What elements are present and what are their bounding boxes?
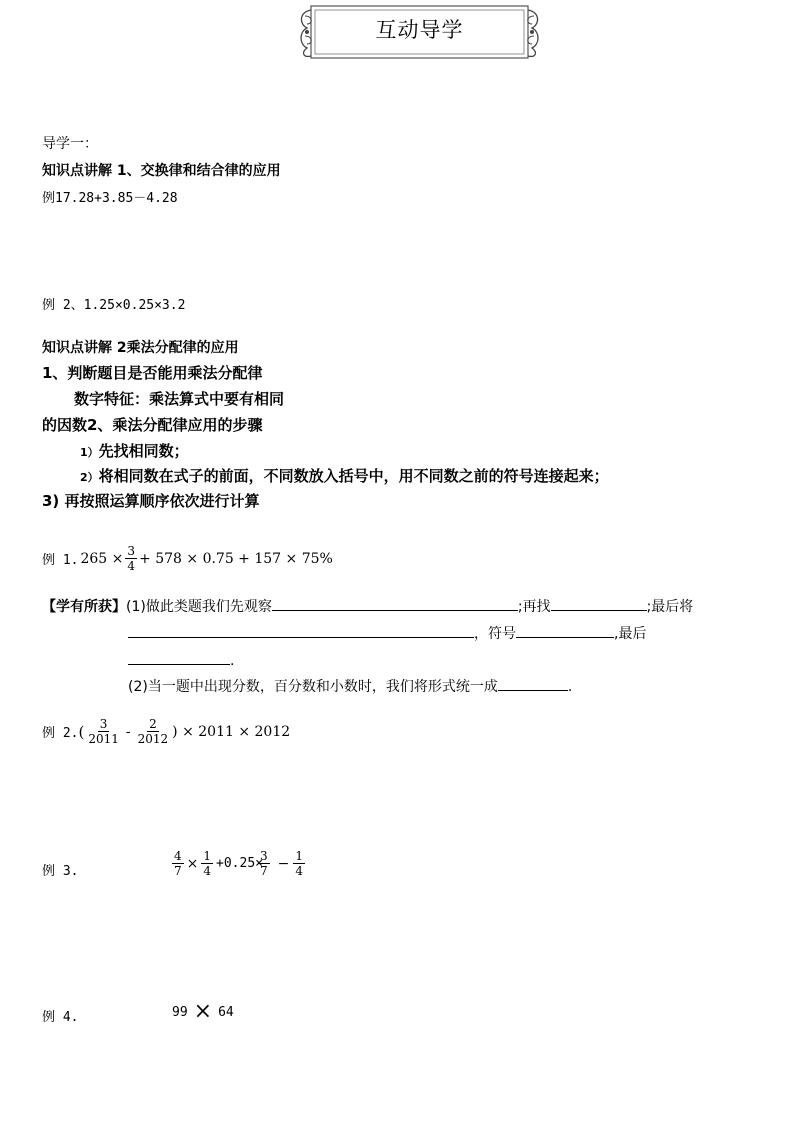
term: 265 × bbox=[80, 550, 124, 567]
gain-line-3: . bbox=[128, 650, 234, 669]
answer-blank[interactable] bbox=[272, 596, 518, 611]
example-label: 例 3. bbox=[42, 864, 79, 879]
step-2: 的因数2、乘法分配律应用的步骤 bbox=[42, 416, 263, 434]
term: + 578 × 0.75 + 157 × 75% bbox=[139, 550, 333, 567]
example-4-expression: 99 × 64 bbox=[172, 999, 234, 1024]
example-1-row bbox=[42, 545, 333, 572]
step-3: 3) 再按照运算顺序依次进行计算 bbox=[42, 492, 260, 510]
gain-line-1: 【学有所获】(1)做此类题我们先观察 ;再找 ;最后将 bbox=[42, 596, 693, 616]
knowledge-point-2: 知识点讲解 2乘法分配律的应用 bbox=[42, 340, 239, 356]
example-label: 例 4. bbox=[42, 1010, 79, 1025]
fraction: $\frac{3}{2011}$ bbox=[88, 717, 119, 746]
step-1: 1、判断题目是否能用乘法分配律 bbox=[42, 364, 263, 382]
answer-blank[interactable] bbox=[128, 623, 474, 638]
answer-blank[interactable] bbox=[498, 676, 568, 691]
answer-blank[interactable] bbox=[128, 650, 230, 665]
example-1-expression: 例17.28+3.85－4.28 bbox=[42, 191, 178, 206]
answer-blank[interactable] bbox=[516, 623, 614, 638]
number-feature: 数字特征：乘法算式中要有相同 bbox=[74, 390, 285, 408]
example-label: 例 2. bbox=[42, 726, 79, 741]
fraction: $\frac{3}{7}$ bbox=[259, 849, 268, 878]
gain-line-4: (2)当一题中出现分数，百分数和小数时，我们将形式统一成 . bbox=[128, 676, 572, 696]
gain-line-2: ，符号 ,最后 bbox=[128, 623, 646, 643]
example-label: 例 1. bbox=[42, 553, 79, 568]
section-heading: 导学一： bbox=[42, 136, 98, 152]
gain-label: 【学有所获】 bbox=[42, 599, 126, 615]
page-title: 互动导学 bbox=[375, 18, 464, 42]
example-2-expression: 例 2、1.25×0.25×3.2 bbox=[42, 298, 186, 313]
fraction: $\frac{1}{4}$ bbox=[295, 849, 303, 878]
fraction: $\frac{3}{4}$ bbox=[127, 544, 136, 573]
fraction: $\frac{2}{2012}$ bbox=[137, 717, 169, 746]
title-banner bbox=[297, 2, 542, 62]
example-2-row: 例 2. ( $\frac{3}{2011}$ - $\frac{2}{2012}$ ) × 2011 × 2012 bbox=[42, 717, 291, 746]
substep-1: 1）先找相同数； bbox=[80, 442, 189, 460]
substep-2: 2）将相同数在式子的前面，不同数放入括号中，用不同数之前的符号连接起来； bbox=[80, 467, 609, 485]
answer-blank[interactable] bbox=[551, 596, 647, 611]
example-3-expression: $\frac{4}{7}$ × $\frac{1}{4}$ +0.25× $\frac{3}{7}$ − $\frac{1}{4}$ bbox=[174, 849, 303, 878]
knowledge-point-1: 知识点讲解 1、交换律和结合律的应用 bbox=[42, 163, 281, 179]
fraction: $\frac{4}{7}$ bbox=[174, 849, 182, 878]
fraction: $\frac{1}{4}$ bbox=[203, 849, 212, 878]
